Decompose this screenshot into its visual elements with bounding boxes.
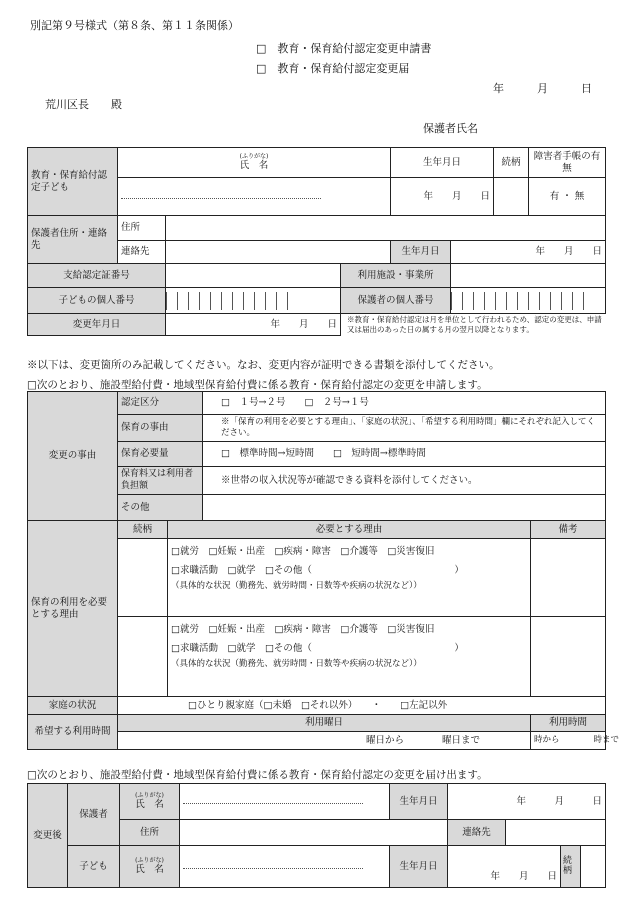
furigana-label: (ふりがな) bbox=[135, 791, 164, 799]
apply-statement[interactable]: □次のとおり、施設型給付費・地域型保育給付費に係る教育・保育給付認定の変更を申請します。 bbox=[27, 379, 488, 391]
day-range-field[interactable]: 曜日から 曜日まで bbox=[118, 732, 531, 750]
after-change-table bbox=[27, 783, 606, 888]
other-field[interactable] bbox=[203, 495, 606, 521]
guardian-dob-label: 生年月日 bbox=[391, 241, 451, 264]
time-range-field[interactable]: 時から 時まで bbox=[531, 732, 606, 750]
change-date-field[interactable]: 年 月 日 bbox=[166, 314, 341, 336]
child-dob-field[interactable]: 年 月 日 bbox=[391, 178, 494, 216]
care-amount-label: 保育必要量 bbox=[118, 442, 203, 467]
after-child-dob-field[interactable]: 年 月 日 bbox=[448, 846, 561, 888]
hope-time-label: 希望する利用時間 bbox=[28, 715, 118, 750]
name-label: 氏 名 bbox=[135, 798, 164, 810]
after-guardian-dob-field[interactable]: 年 月 日 bbox=[448, 784, 606, 820]
after-contact-field[interactable] bbox=[506, 820, 606, 846]
child-relation-field[interactable] bbox=[494, 178, 529, 216]
cert-number-field[interactable] bbox=[166, 264, 341, 288]
situation-note: （具体的な状況（勤務先、就労時間・日数等や疾病の状況など）） bbox=[171, 659, 422, 669]
need-reason-header: 必要とする理由 bbox=[168, 521, 531, 539]
situation-note: （具体的な状況（勤務先、就労時間・日数等や疾病の状況など）） bbox=[171, 581, 422, 591]
child-id-field[interactable] bbox=[166, 288, 341, 314]
fee-note: ※世帯の収入状況等が確認できる資料を添付してください。 bbox=[203, 467, 606, 495]
day-header: 利用曜日 bbox=[118, 715, 531, 732]
furigana-label: (ふりがな) bbox=[135, 856, 164, 864]
disability-yes-no[interactable]: 有 ・ 無 bbox=[529, 178, 606, 216]
reason-options-row2[interactable]: □求職活動 □就学 □その他（ ） bbox=[171, 565, 464, 576]
category-label: 認定区分 bbox=[118, 392, 203, 415]
guardian-id-field[interactable] bbox=[451, 288, 606, 314]
form-number: 別記第９号様式（第８条、第１１条関係） bbox=[30, 19, 239, 32]
facility-field[interactable] bbox=[451, 264, 606, 288]
submission-date: 年 月 日 bbox=[493, 82, 592, 95]
remarks-field-2[interactable] bbox=[531, 617, 606, 697]
child-id-label: 子どもの個人番号 bbox=[28, 288, 166, 314]
title-change-notification[interactable]: □ 教育・保育給付認定変更届 bbox=[256, 62, 410, 75]
after-child-label: 子ども bbox=[68, 846, 120, 888]
fee-label: 保育料又は利用者負担額 bbox=[121, 468, 194, 491]
child-label: 教育・保育給付認定子ども bbox=[28, 148, 118, 216]
need-reason-block-1[interactable] bbox=[168, 539, 531, 617]
notify-statement[interactable]: □次のとおり、施設型給付費・地域型保育給付費に係る教育・保育給付認定の変更を届け出ます。 bbox=[27, 769, 488, 781]
reason-options-row1[interactable]: □就労 □妊娠・出産 □疾病・障害 □介護等 □災害復旧 bbox=[171, 546, 435, 557]
care-amount-options[interactable]: □ 標準時間→短時間 □ 短時間→標準時間 bbox=[203, 442, 606, 467]
guardian-dob-field[interactable]: 年 月 日 bbox=[451, 241, 606, 264]
reason-options-row1[interactable]: □就労 □妊娠・出産 □疾病・障害 □介護等 □災害復旧 bbox=[171, 624, 435, 635]
relation-header: 続柄 bbox=[118, 521, 168, 539]
title-change-application[interactable]: □ 教育・保育給付認定変更申請書 bbox=[256, 42, 432, 55]
facility-label: 利用施設・事業所 bbox=[341, 264, 451, 288]
addressee: 荒川区長 殿 bbox=[45, 98, 122, 111]
guardian-name-label: 保護者氏名 bbox=[423, 122, 478, 135]
remarks-header: 備考 bbox=[531, 521, 606, 539]
relation-label: 続柄 bbox=[494, 148, 529, 178]
need-reason-block-2[interactable] bbox=[168, 617, 531, 697]
contact-field[interactable] bbox=[166, 241, 391, 264]
after-child-dob-label: 生年月日 bbox=[390, 846, 448, 888]
after-guardian-label: 保護者 bbox=[68, 784, 120, 846]
time-header: 利用時間 bbox=[531, 715, 606, 732]
name-label: 氏 名 bbox=[135, 863, 164, 875]
family-options[interactable]: □ひとり親家庭（□未婚 □それ以外） ・ □左記以外 bbox=[118, 697, 606, 715]
need-reason-label: 保育の利用を必要とする理由 bbox=[28, 521, 118, 697]
other-label: その他 bbox=[118, 495, 203, 521]
cert-number-label: 支給認定証番号 bbox=[28, 264, 166, 288]
reason-label: 変更の事由 bbox=[28, 392, 118, 521]
contact-label: 連絡先 bbox=[118, 241, 166, 264]
change-date-label: 変更年月日 bbox=[28, 314, 166, 336]
care-reason-label: 保育の事由 bbox=[118, 415, 203, 442]
after-child-name-field[interactable] bbox=[180, 846, 390, 888]
notice-text: ※以下は、変更箇所のみ記載してください。なお、変更内容が証明できる書類を添付してください。 bbox=[27, 359, 500, 371]
disability-label: 障害者手帳の有無 bbox=[529, 148, 606, 178]
name-label: 氏 名 bbox=[239, 159, 269, 171]
family-label: 家庭の状況 bbox=[28, 697, 118, 715]
guardian-label: 保護者住所・連絡先 bbox=[28, 216, 118, 264]
after-guardian-name-field[interactable] bbox=[180, 784, 390, 820]
guardian-id-label: 保護者の個人番号 bbox=[341, 288, 451, 314]
after-change-label: 変更後 bbox=[28, 784, 68, 888]
care-reason-note: ※「保育の利用を必要とする理由」、「家庭の状況」、「希望する利用時間」欄にそれぞれ記入してください。 bbox=[221, 416, 596, 438]
after-contact-label: 連絡先 bbox=[448, 820, 506, 846]
furigana-label: (ふりがな) bbox=[239, 152, 269, 160]
after-address-field[interactable] bbox=[180, 820, 448, 846]
child-info-table bbox=[27, 147, 606, 336]
reason-options-row2[interactable]: □求職活動 □就学 □その他（ ） bbox=[171, 643, 464, 654]
after-address-label: 住所 bbox=[120, 820, 180, 846]
change-request-table bbox=[27, 391, 620, 750]
category-options[interactable]: □ １号→２号 □ ２号→１号 bbox=[203, 392, 606, 415]
month-unit-note: ※教育・保育給付認定は月を単位として行われるため、認定の変更は、申請又は届出のあった日の属する月の翌月以降となります。 bbox=[347, 315, 602, 334]
address-field[interactable] bbox=[166, 216, 606, 241]
address-label: 住所 bbox=[118, 216, 166, 241]
after-guardian-dob-label: 生年月日 bbox=[390, 784, 448, 820]
relation-field-1[interactable] bbox=[118, 539, 168, 617]
dob-label: 生年月日 bbox=[391, 148, 494, 178]
remarks-field-1[interactable] bbox=[531, 539, 606, 617]
after-child-relation-field[interactable] bbox=[581, 846, 606, 888]
child-name-field[interactable] bbox=[118, 178, 391, 216]
after-child-relation-label: 続柄 bbox=[561, 846, 581, 888]
relation-field-2[interactable] bbox=[118, 617, 168, 697]
